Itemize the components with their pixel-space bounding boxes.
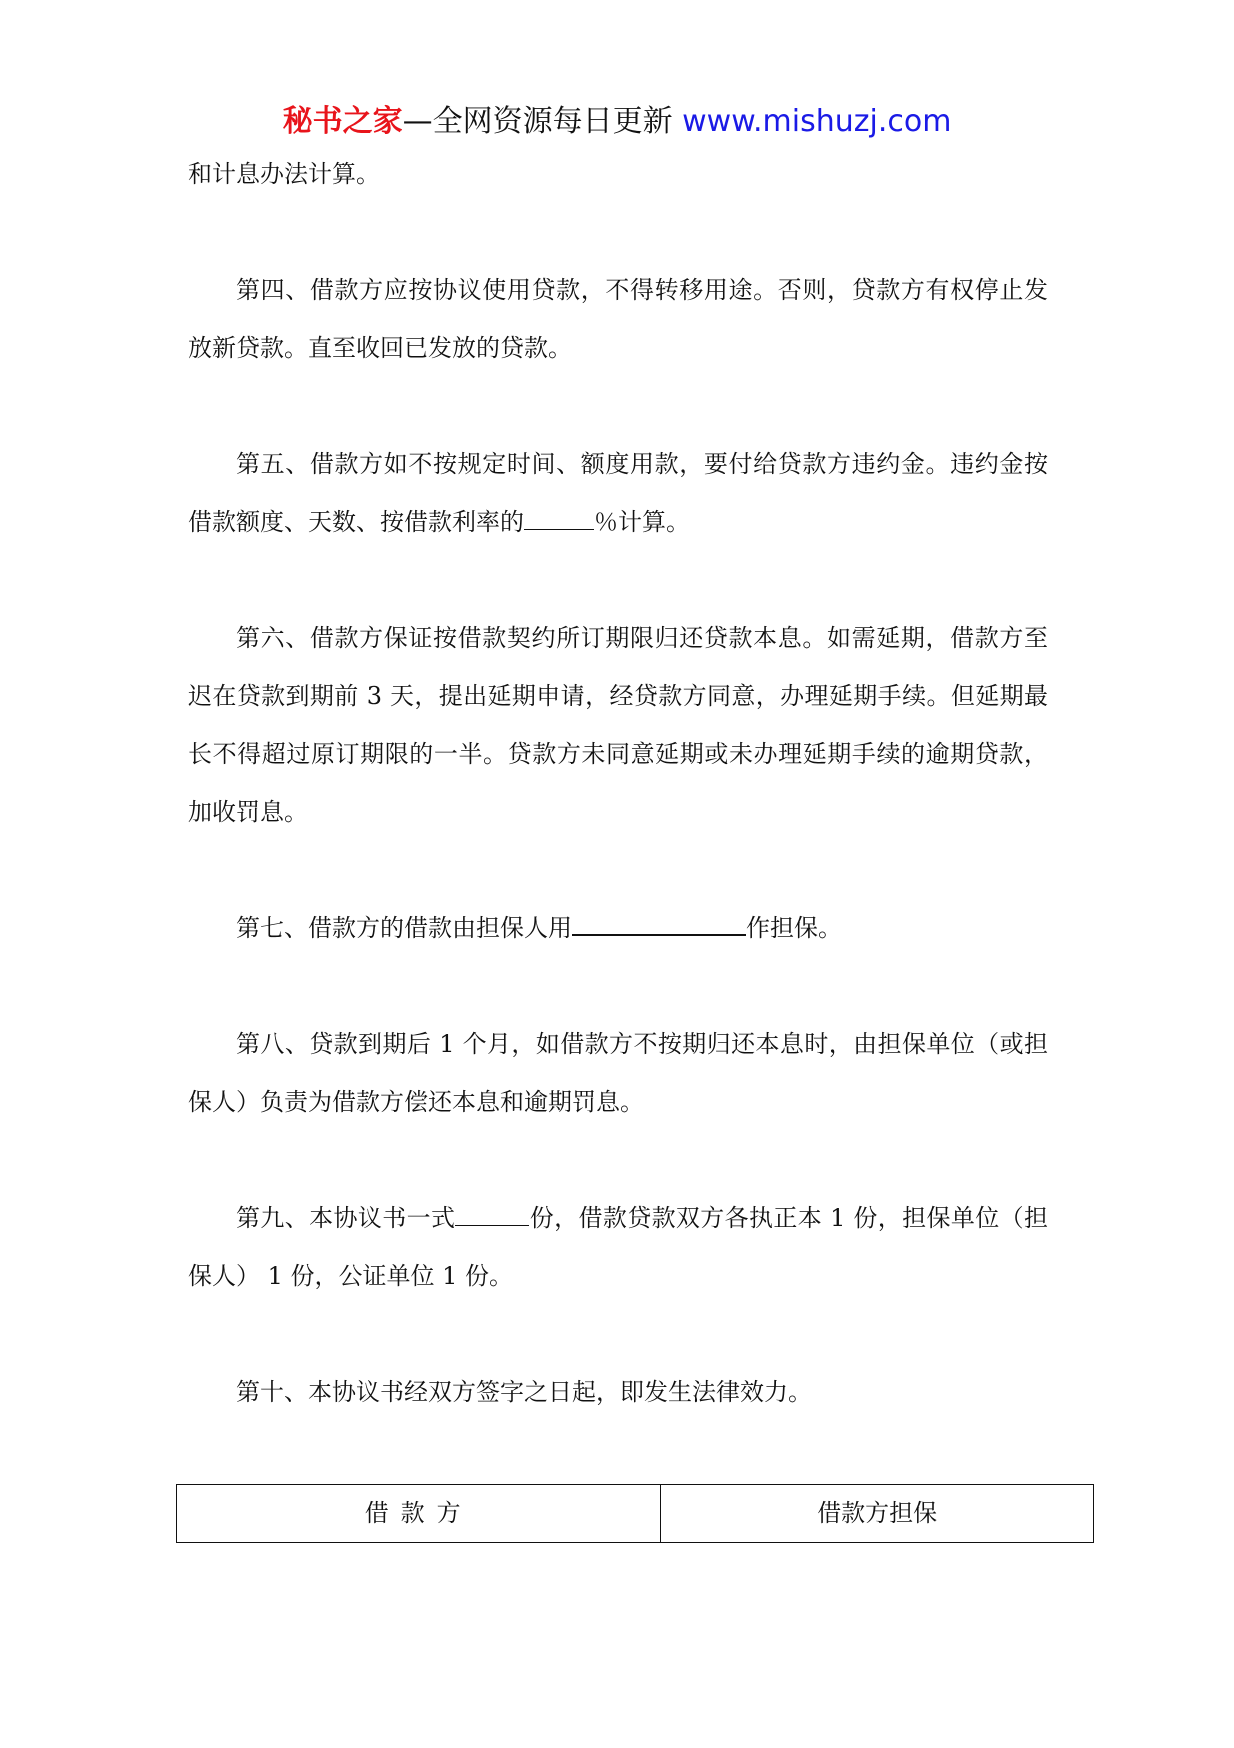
borrower-cell: 借款方	[177, 1485, 661, 1543]
penalty-rate-blank[interactable]	[524, 504, 594, 530]
signature-table-header-row	[177, 1485, 1094, 1543]
paragraph-continuation: 和计息办法计算。	[188, 160, 380, 188]
banner-slogan: —全网资源每日更新	[402, 104, 683, 139]
copies-count-blank[interactable]	[455, 1200, 529, 1226]
clause-7-text-before: 第七、借款方的借款由担保人用	[236, 914, 572, 942]
site-banner	[0, 100, 1234, 144]
clause-9	[188, 1189, 1048, 1305]
clause-7-text-after: 作担保。	[746, 914, 842, 942]
clause-6: 第六、借款方保证按借款契约所订期限归还贷款本息。如需延期，借款方至迟在贷款到期前 3 天，提出延期申请，经贷款方同意，办理延期手续。但延期最长不得超过原订期限的一半。贷款方未同意延期或未办理延期手续的逾期贷款，加收罚息。	[188, 624, 1048, 826]
clause-9-text-after: 份，借款贷款双方各执正本 1 份，担保单位（担保人） 1 份，公证单位 1 份。	[188, 1204, 1049, 1290]
clause-4: 第四、借款方应按协议使用贷款，不得转移用途。否则，贷款方有权停止发放新贷款。直至收回已发放的贷款。	[188, 276, 1048, 362]
banner-url-link[interactable]: www.mishuzj.com	[682, 104, 952, 139]
clause-5	[188, 435, 1048, 551]
clause-5-text-before: 第五、借款方如不按规定时间、额度用款，要付给贷款方违约金。违约金按借款额度、天数、按借款利率的	[188, 450, 1048, 536]
banner-brand: 秘书之家	[282, 104, 403, 139]
collateral-blank[interactable]	[572, 909, 746, 936]
signature-table	[176, 1484, 1094, 1543]
clause-10: 第十、本协议书经双方签字之日起，即发生法律效力。	[236, 1378, 812, 1406]
guarantor-cell: 借款方担保	[661, 1485, 1094, 1543]
clause-8: 第八、贷款到期后 1 个月，如借款方不按期归还本息时，由担保单位（或担保人）负责为借款方偿还本息和逾期罚息。	[188, 1030, 1048, 1116]
clause-7	[188, 899, 1048, 957]
clause-9-text-before: 第九、本协议书一式	[236, 1204, 456, 1232]
document-body	[188, 145, 1048, 1479]
clause-5-text-after: ％计算。	[594, 508, 690, 536]
